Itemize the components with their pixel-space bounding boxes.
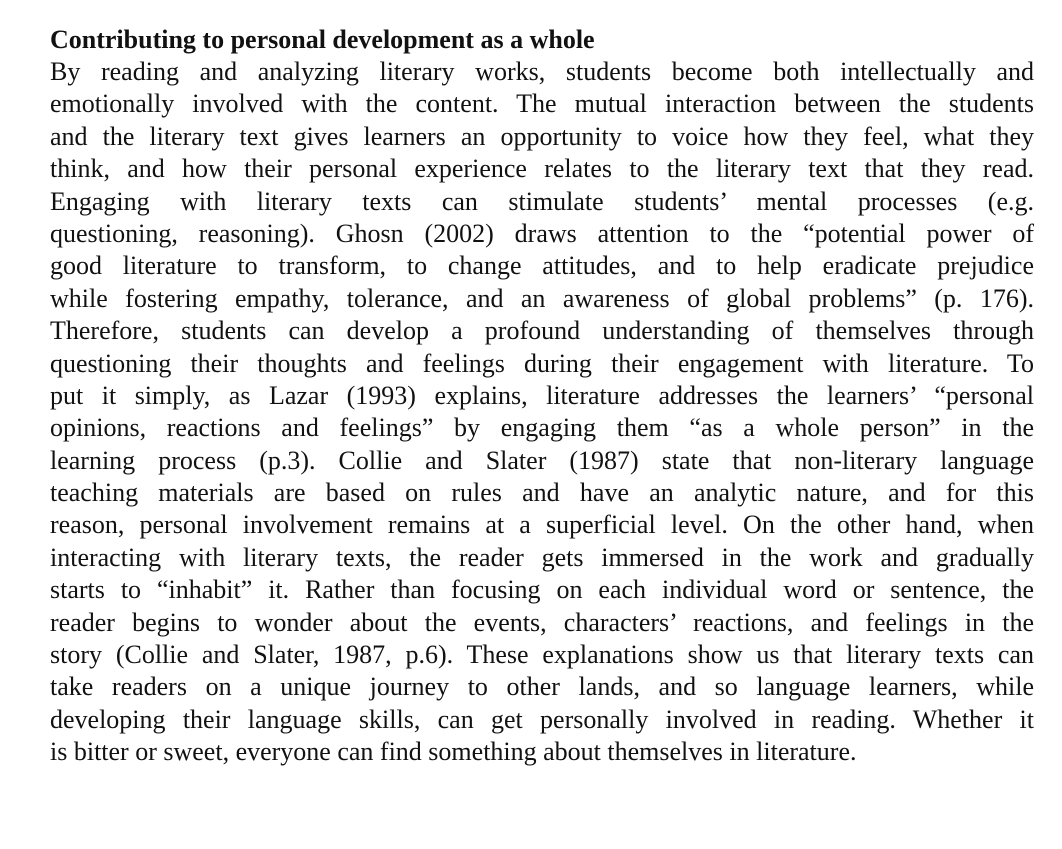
paragraph-line: is bitter or sweet, everyone can find something about themselves in literature. [50,737,857,767]
paragraph-line: story (Collie and Slater, 1987, p.6). These explanations show us that literary texts can [50,640,1034,670]
paragraph-line: By reading and analyzing literary works, students become both intellectually and [50,57,1034,86]
paragraph-line: interacting with literary texts, the reader gets immersed in the work and gradually [50,542,1034,572]
paragraph-line: good literature to transform, to change attitudes, and to help eradicate prejudice [50,251,1034,281]
body-paragraph [50,56,1034,769]
paragraph-line: and the literary text gives learners an opportunity to voice how they feel, what they [50,121,1034,151]
paragraph-line: developing their language skills, can get personally involved in reading. Whether it [50,704,1034,734]
paragraph-line: Engaging with literary texts can stimulate students’ mental processes (e.g. [50,186,1034,216]
paragraph-line: starts to “inhabit” it. Rather than focusing on each individual word or sentence, the [50,575,1034,605]
paragraph-line: questioning their thoughts and feelings during their engagement with literature. To [50,348,1034,378]
paragraph-line: while fostering empathy, tolerance, and an awareness of global problems” (p. 176). [50,283,1034,313]
paragraph-line: teaching materials are based on rules and have an analytic nature, and for this [50,478,1034,508]
paragraph-line: take readers on a unique journey to other lands, and so language learners, while [50,672,1034,702]
paragraph-line: reader begins to wonder about the events, characters’ reactions, and feelings in the [50,607,1034,637]
paragraph-line: put it simply, as Lazar (1993) explains, literature addresses the learners’ “personal [50,380,1034,410]
document-page [50,24,1034,769]
paragraph-line: think, and how their personal experience relates to the literary text that they read. [50,154,1034,184]
paragraph-line: learning process (p.3). Collie and Slater (1987) state that non-literary language [50,445,1034,475]
paragraph-line: Therefore, students can develop a profound understanding of themselves through [50,316,1034,346]
paragraph-line: reason, personal involvement remains at a superficial level. On the other hand, when [50,510,1034,540]
paragraph-line: emotionally involved with the content. The mutual interaction between the students [50,89,1034,119]
paragraph-line: questioning, reasoning). Ghosn (2002) draws attention to the “potential power of [50,218,1034,248]
paragraph-line: opinions, reactions and feelings” by engaging them “as a whole person” in the [50,413,1034,443]
section-heading: Contributing to personal development as a whole [50,25,595,54]
